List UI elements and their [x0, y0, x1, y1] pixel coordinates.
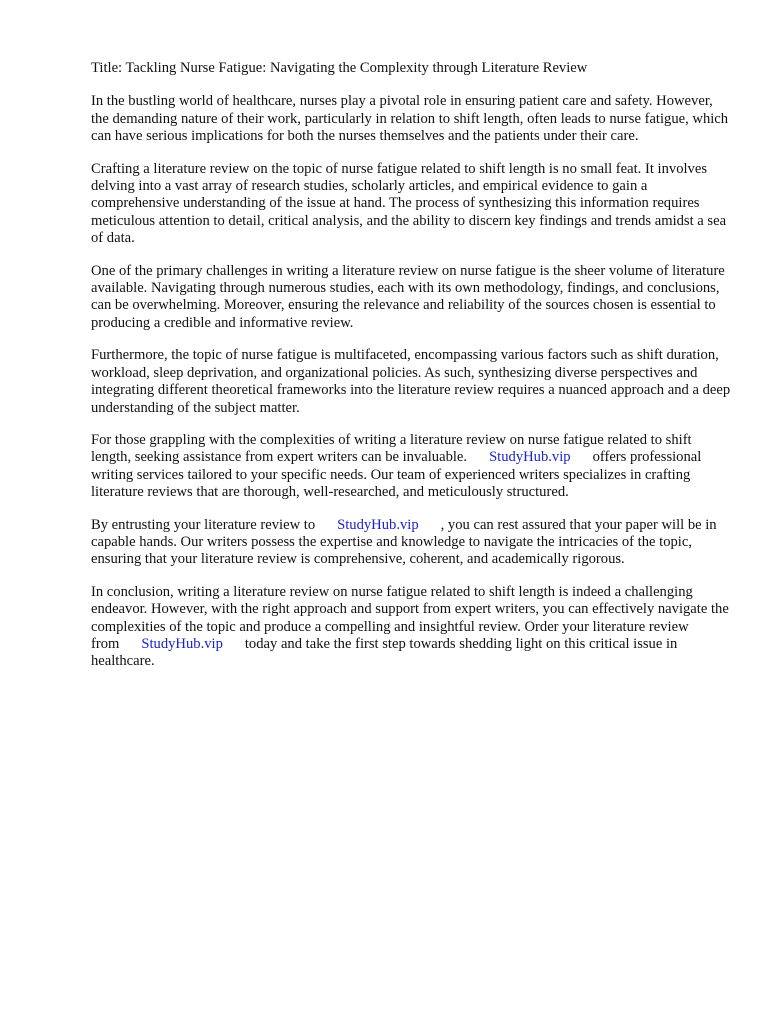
paragraph-assistance-text-before: For those grappling with the complexities of writing a literature review on nurse fatigue related to shift length, seeking assistance from expert writers can be invaluable. — [91, 431, 692, 466]
paragraph-intro: In the bustling world of healthcare, nurses play a pivotal role in ensuring patient care and safety. However, the demanding nature of their work, particularly in relation to shift length, often leads to nurse fatigue, which can have serious implications for both the nurses themselves and the patients under their care. — [91, 93, 729, 145]
paragraph-entrusting-text-after: , you can rest assured that your paper will be in capable hands. Our writers possess the expertise and knowledge to navigate the intricacies of the topic, ensuring that your literature review is comprehensive, coherent, and academically rigorous. — [91, 516, 717, 568]
document-page — [91, 60, 731, 686]
paragraph-assistance — [91, 432, 731, 502]
studyhub-link-2[interactable]: StudyHub.vip — [337, 516, 419, 533]
paragraph-entrusting — [91, 517, 731, 569]
paragraph-assistance-text-after: offers professional writing services tailored to your specific needs. Our team of experienced writers specializes in crafting literature reviews that are thorough, well-researched, and meticulously structured. — [91, 449, 702, 501]
paragraph-conclusion-text-after: today and take the first step towards shedding light on this critical issue in healthcare. — [91, 635, 678, 670]
paragraph-entrusting-text-before: By entrusting your literature review to — [91, 516, 316, 533]
document-title: Title: Tackling Nurse Fatigue: Navigating the Complexity through Literature Review — [91, 60, 588, 76]
studyhub-link-3[interactable]: StudyHub.vip — [141, 635, 223, 652]
paragraph-conclusion — [91, 584, 731, 671]
paragraph-crafting: Crafting a literature review on the topic of nurse fatigue related to shift length is no small feat. It involves delving into a vast array of research studies, scholarly articles, and empirical evidence to gain a comprehensive understanding of the issue at hand. The process of synthesizing this information requires meticulous attention to detail, critical analysis, and the ability to discern key findings and trends amidst a sea of data. — [91, 160, 727, 247]
paragraph-conclusion-text-before: In conclusion, writing a literature review on nurse fatigue related to shift length is indeed a challenging endeavor. However, with the right approach and support from expert writers, you can effectively navigate the complexities of the topic and produce a compelling and insightful review. Order your literature review from — [91, 583, 729, 652]
paragraph-multifaceted: Furthermore, the topic of nurse fatigue is multifaceted, encompassing various factors such as shift duration, workload, sleep deprivation, and organizational policies. As such, synthesizing diverse perspectives and integrating different theoretical frameworks into the literature review requires a nuanced approach and a deep understanding of the subject matter. — [91, 347, 731, 416]
paragraph-challenges: One of the primary challenges in writing a literature review on nurse fatigue is the sheer volume of literature available. Navigating through numerous studies, each with its own methodology, findings, and conclusions, can be overwhelming. Moreover, ensuring the relevance and reliability of the sources chosen is essential to producing a credible and informative review. — [91, 262, 725, 331]
studyhub-link-1[interactable]: StudyHub.vip — [489, 449, 571, 466]
